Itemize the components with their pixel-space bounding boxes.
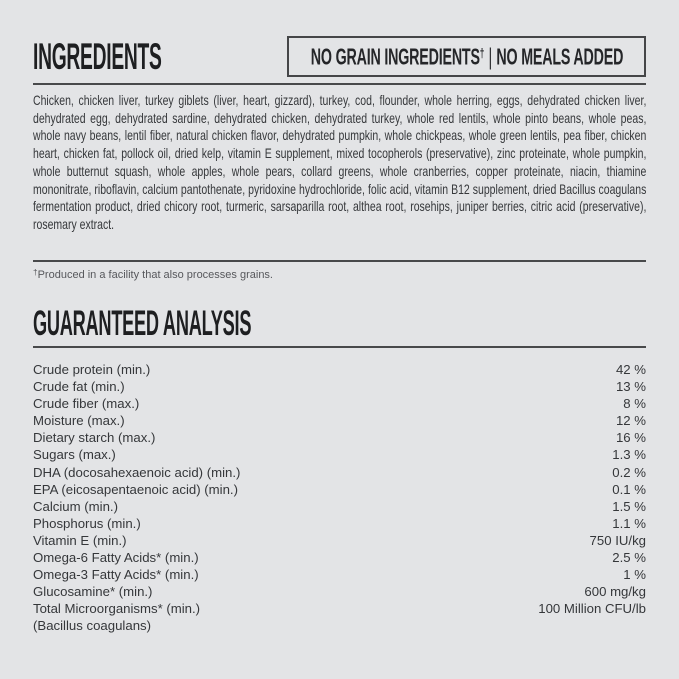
analysis-title: GUARANTEED ANALYSIS [33, 304, 252, 343]
badge-left-text: NO GRAIN INGREDIENTS [310, 43, 480, 69]
analysis-header [33, 304, 646, 343]
analysis-row-label: Phosphorus (min.) [33, 515, 141, 531]
analysis-row-value: 1.5 % [612, 498, 646, 514]
table-row [33, 617, 646, 634]
no-grain-badge-text [310, 43, 622, 70]
table-row [33, 446, 646, 463]
analysis-row-label: Moisture (max.) [33, 413, 125, 429]
analysis-row-value: 1.1 % [612, 515, 646, 531]
table-row [33, 464, 646, 481]
analysis-row-label: Calcium (min.) [33, 498, 118, 514]
analysis-row-label: Omega-6 Fatty Acids* (min.) [33, 550, 199, 566]
table-row [33, 429, 646, 446]
analysis-row-label: Crude fiber (max.) [33, 396, 140, 412]
analysis-row-label: Dietary starch (max.) [33, 430, 156, 446]
footnote-dagger: † [33, 268, 38, 277]
analysis-row-value: 13 % [615, 379, 646, 395]
ingredients-body-wrap [33, 92, 646, 251]
grain-facility-footnote [33, 266, 646, 282]
table-row [33, 395, 646, 412]
analysis-row-value: 42 % [615, 362, 646, 377]
analysis-row-value: 8 % [623, 396, 646, 412]
analysis-row-label: Crude fat (min.) [33, 379, 125, 395]
analysis-row-value: 2.5 % [612, 550, 646, 566]
badge-dagger: † [479, 45, 484, 60]
table-row [33, 481, 646, 498]
table-row [33, 515, 646, 532]
analysis-row-value: 12 % [615, 413, 646, 429]
analysis-row-label: Vitamin E (min.) [33, 532, 127, 548]
table-row [33, 566, 646, 583]
table-row [33, 412, 646, 429]
ingredients-text: Chicken, chicken liver, turkey giblets (liver, heart, gizzard), turkey, cod, flounder, whole herring, eggs, dehydrated chicken liver, dehydrated egg, dehydrated sardine, dehydrated chicken, dehydrated turkey, whole red lentils, whole pinto beans, whole peas, whole navy beans, lentil fiber, natural chicken flavor, dehydrated pumpkin, whole chickpeas, whole green lentils, pea fiber, chicken heart, chicken fat, pollock oil, dried kelp, vitamin E supplement, mixed tocopherols (preservative), zinc proteinate, whole pumpkin, whole butternut squash, whole apples, whole pears, collard greens, whole cranberries, copper proteinate, niacin, thiamine mononitrate, riboflavin, calcium pantothenate, pyridoxine hydrochloride, folic acid, vitamin B12 supplement, dried Bacillus coagulans fermentation product, dried chicory root, turmeric, sarsaparilla root, althea root, rosehips, juniper berries, citric acid (preservative), rosemary extract. [33, 93, 647, 232]
analysis-row-label: DHA (docosahexaenoic acid) (min.) [33, 464, 241, 480]
table-row [33, 583, 646, 600]
badge-divider: | [488, 43, 492, 69]
table-row [33, 600, 646, 617]
table-row [33, 549, 646, 566]
ingredients-title: INGREDIENTS [33, 36, 162, 77]
table-row [33, 532, 646, 549]
analysis-row-value: 1.3 % [612, 447, 646, 463]
analysis-row-value: 100 Million CFU/lb [538, 601, 646, 617]
no-grain-badge [287, 36, 646, 77]
badge-right-text: NO MEALS ADDED [495, 43, 623, 69]
header-divider [33, 83, 646, 85]
analysis-row-value: 16 % [615, 430, 646, 446]
analysis-row-label: EPA (eicosapentaenoic acid) (min.) [33, 481, 238, 497]
table-row [33, 378, 646, 395]
analysis-divider [33, 346, 646, 348]
table-row [33, 498, 646, 515]
analysis-row-label: Total Microorganisms* (min.) [33, 601, 201, 617]
analysis-table [33, 361, 646, 635]
footnote-text: Produced in a facility that also processes grains. [37, 269, 273, 281]
footnote-divider [33, 260, 646, 262]
analysis-row-value: 600 mg/kg [584, 584, 646, 600]
analysis-row-label: (Bacillus coagulans) [33, 618, 152, 634]
analysis-row-label: Sugars (max.) [33, 447, 116, 463]
analysis-row-value: 0.1 % [612, 481, 646, 497]
analysis-row-label: Omega-3 Fatty Acids* (min.) [33, 567, 199, 583]
table-row [33, 361, 646, 378]
ingredients-header [33, 36, 646, 77]
analysis-row-label: Glucosamine* (min.) [33, 584, 153, 600]
analysis-row-value: 1 % [623, 567, 646, 583]
analysis-row-label: Crude protein (min.) [33, 362, 151, 377]
analysis-row-value: 0.2 % [612, 464, 646, 480]
analysis-row-value: 750 IU/kg [589, 532, 646, 548]
